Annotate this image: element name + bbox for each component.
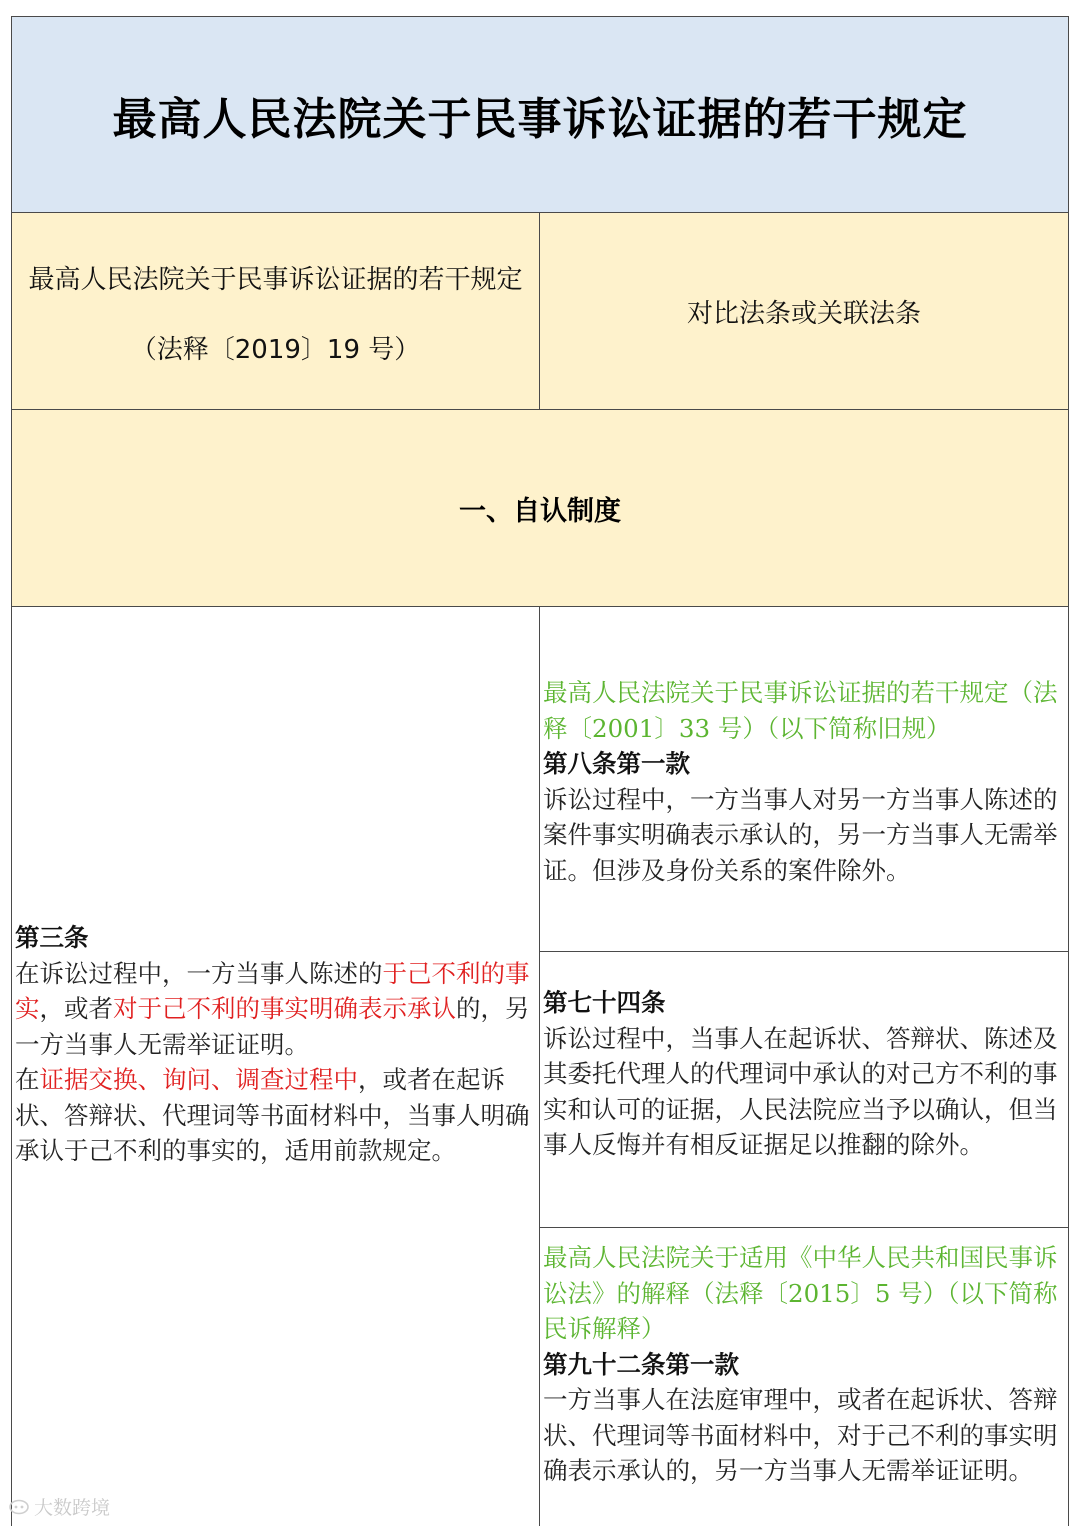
header-right-label: 对比法条或关联法条	[686, 298, 921, 329]
text-run: 的，另一方当事人无需举证证明。	[15, 994, 530, 1059]
header-left-cell	[12, 213, 540, 409]
left-paragraph-2	[15, 1062, 535, 1169]
text-run: ，或者	[39, 994, 113, 1023]
header-right-cell	[540, 213, 1068, 409]
related-body: 一方当事人在法庭审理中，或者在起诉状、答辩状、代理词等书面材料中，对于己不利的事实明确表示承认的，另一方当事人无需举证证明。	[543, 1385, 1058, 1485]
related-article-cell	[540, 1228, 1068, 1527]
related-source: 最高人民法院关于适用《中华人民共和国民事诉讼法》的解释（法释〔2015〕5 号）（以下简称民诉解释）	[543, 1243, 1058, 1343]
related-article-cell	[540, 952, 1068, 1228]
left-article-heading: 第三条	[15, 923, 89, 952]
header-left-docno: （法释〔2019〕19 号）	[130, 335, 421, 365]
related-article-cell	[540, 607, 1068, 952]
highlighted-text: 证据交换、询问、调查过程中	[39, 1065, 358, 1094]
section-title: 一、自认制度	[459, 495, 621, 527]
highlighted-text: 于己不利的事实	[15, 958, 530, 1023]
text-run: 在	[15, 1065, 40, 1094]
watermark-logo-icon	[8, 1498, 30, 1516]
related-heading: 第九十二条第一款	[543, 1349, 739, 1379]
watermark	[8, 1493, 110, 1520]
related-heading: 第八条第一款	[543, 749, 690, 778]
left-paragraph-1	[15, 956, 535, 1063]
related-article-text	[543, 675, 1066, 888]
related-article-text	[543, 985, 1066, 1163]
header-row	[12, 213, 1068, 410]
related-article-text	[543, 1240, 1066, 1489]
related-heading: 第七十四条	[543, 988, 666, 1017]
text-run: 在诉讼过程中，一方当事人陈述的	[15, 958, 383, 988]
left-article-cell	[12, 607, 540, 1526]
title-row	[12, 17, 1068, 213]
header-left-title: 最高人民法院关于民事诉讼证据的若干规定	[28, 265, 523, 295]
body-row	[12, 607, 1068, 1526]
comparison-table	[11, 16, 1069, 1526]
related-body: 诉讼过程中，一方当事人对另一方当事人陈述的案件事实明确表示承认的，另一方当事人无需举证。但涉及身份关系的案件除外。	[543, 784, 1058, 885]
related-source: 最高人民法院关于民事诉讼证据的若干规定（法释〔2001〕33 号）（以下简称旧规）	[543, 678, 1058, 743]
watermark-text: 大数跨境	[34, 1497, 111, 1519]
highlighted-text: 对于己不利的事实明确表示承认	[113, 994, 456, 1023]
related-body: 诉讼过程中，当事人在起诉状、答辩状、陈述及其委托代理人的代理词中承认的对己方不利的事实和认可的证据，人民法院应当予以确认，但当事人反悔并有相反证据足以推翻的除外。	[543, 1023, 1058, 1159]
left-article-text	[15, 920, 535, 1169]
right-column	[540, 607, 1068, 1526]
page-title: 最高人民法院关于民事诉讼证据的若干规定	[112, 93, 968, 145]
section-row	[12, 410, 1068, 607]
text-run: ，或者在起诉状、答辩状、代理词等书面材料中，当事人明确承认于己不利的事实的，适用前款规定。	[15, 1065, 530, 1165]
